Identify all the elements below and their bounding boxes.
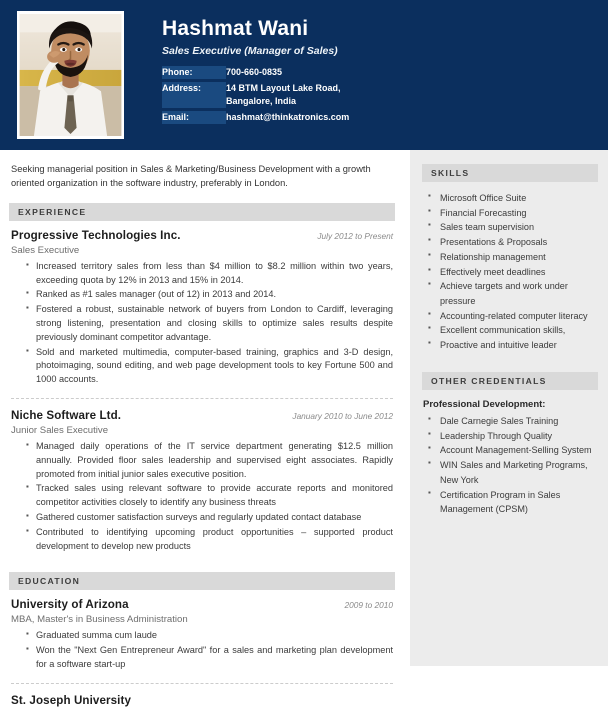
employer-name: Progressive Technologies Inc. — [11, 228, 181, 242]
list-item: ▪ Certification Program in Sales Management (CPSM) — [426, 488, 598, 517]
list-item: ▪ Relationship management — [426, 250, 598, 265]
address-line-2: Bangalore, India — [226, 96, 297, 107]
page-title: Hashmat Wani — [162, 17, 309, 40]
section-header-other-credentials: OTHER CREDENTIALS — [422, 372, 598, 390]
list-item: ▪ Microsoft Office Suite — [426, 191, 598, 206]
job-title: Sales Executive — [11, 244, 80, 256]
list-item: ▪ Sales team supervision — [426, 220, 598, 235]
employment-dates: July 2012 to Present — [317, 230, 393, 241]
section-header-education: EDUCATION — [9, 572, 395, 590]
list-item: ▪ Gathered customer satisfaction surveys and regularly updated contact database — [26, 511, 393, 525]
sidebar — [410, 150, 608, 666]
list-item: ▪ Financial Forecasting — [426, 206, 598, 221]
school-name: St. Joseph University — [11, 693, 132, 707]
list-item: ▪ Ranked as #1 sales manager (out of 12) in 2013 and 2014. — [26, 288, 393, 302]
experience-entry — [9, 409, 395, 553]
education-entry — [9, 694, 395, 707]
list-item: ▪ Won the "Next Gen Entrepreneur Award" for a sales and marketing plan development for a software start-up — [26, 644, 393, 672]
summary-statement: Seeking managerial position in Sales & Marketing/Business Development with a growth oriented organization in the software industry, preferably in London. — [11, 164, 371, 189]
entry-header — [11, 598, 393, 611]
entry-header — [11, 409, 393, 422]
contact-row-email — [162, 111, 349, 124]
list-item: ▪ Graduated summa cum laude — [26, 629, 393, 643]
section-header-skills: SKILLS — [422, 164, 598, 182]
contact-table — [162, 66, 349, 124]
list-item: ▪ Effectively meet deadlines — [426, 265, 598, 280]
list-item: ▪ Achieve targets and work under pressure — [426, 279, 598, 308]
main-column — [0, 150, 410, 707]
list-item: ▪ Excellent communication skills, — [426, 323, 598, 338]
contact-row-address — [162, 82, 349, 108]
list-item: ▪ Account Management-Selling System — [426, 443, 598, 458]
contact-value-email[interactable]: hashmat@thinkatronics.com — [226, 112, 350, 123]
list-item: ▪ Contributed to identifying upcoming product opportunities – supported product development to develop new products — [26, 526, 393, 554]
experience-bullet-list — [11, 260, 393, 387]
skills-list — [422, 191, 598, 353]
degree-title: MBA, Master's in Business Administration — [11, 614, 188, 626]
portrait-photo — [20, 14, 121, 136]
section-header-experience: EXPERIENCE — [9, 203, 395, 221]
credentials-list — [422, 414, 598, 517]
education-bullet-list — [11, 629, 393, 671]
list-item: ▪ Sold and marketed multimedia, computer-based training, graphics and 3-D design, photoimaging, sound editing, and web page development tools to key Fortune 500 and 1000 accounts. — [26, 346, 393, 387]
resume-body — [0, 150, 608, 707]
list-item: ▪ Presentations & Proposals — [426, 235, 598, 250]
experience-bullet-list — [11, 440, 393, 553]
job-title: Junior Sales Executive — [11, 424, 109, 436]
avatar — [17, 11, 124, 139]
entry-header — [11, 229, 393, 242]
list-item: ▪ Increased territory sales from less than $4 million to $8.2 million within two years, exceeding quota by 12% in 2013 and 15% in 2014. — [26, 260, 393, 288]
list-item: ▪ Tracked sales using relevant software to provide accurate reports and monitored competitor activities closely to identify any business threats — [26, 482, 393, 510]
contact-label-email: Email: — [162, 111, 226, 124]
credentials-subheading: Professional Development: — [423, 398, 546, 410]
entry-divider — [11, 683, 393, 684]
entry-header — [11, 694, 393, 707]
resume-header — [0, 0, 608, 150]
contact-value-phone[interactable]: 700-660-0835 — [226, 67, 283, 78]
education-entry — [9, 598, 395, 671]
list-item: ▪ WIN Sales and Marketing Programs, New York — [426, 458, 598, 487]
list-item: ▪ Proactive and intuitive leader — [426, 338, 598, 353]
header-text-block — [162, 11, 349, 124]
contact-label-phone: Phone: — [162, 66, 226, 79]
list-item: ▪ Leadership Through Quality — [426, 429, 598, 444]
list-item: ▪ Accounting-related computer literacy — [426, 309, 598, 324]
employment-dates: January 2010 to June 2012 — [292, 410, 393, 421]
contact-row-phone — [162, 66, 349, 79]
address-line-1: 14 BTM Layout Lake Road, — [226, 83, 341, 94]
entry-divider — [11, 398, 393, 399]
education-dates: 2009 to 2010 — [344, 600, 393, 611]
employer-name: Niche Software Ltd. — [11, 408, 122, 422]
job-subtitle: Sales Executive (Manager of Sales) — [162, 45, 338, 58]
portrait-illustration — [20, 14, 121, 136]
list-item: ▪ Fostered a robust, sustainable network of buyers from London to Cardiff, leveraging strong listening, presentation and closing skills to optimize sales results despite previously dominant competitor advantage. — [26, 303, 393, 344]
contact-value-address — [226, 82, 349, 108]
list-item: ▪ Managed daily operations of the IT service department generating $12.5 million annually. Provided floor sales leadership and supervised eight associates. Rapidly promoted from initial junior sales executive position. — [26, 440, 393, 481]
experience-entry — [9, 229, 395, 387]
list-item: ▪ Dale Carnegie Sales Training — [426, 414, 598, 429]
contact-label-address: Address: — [162, 82, 226, 108]
school-name: University of Arizona — [11, 598, 129, 612]
